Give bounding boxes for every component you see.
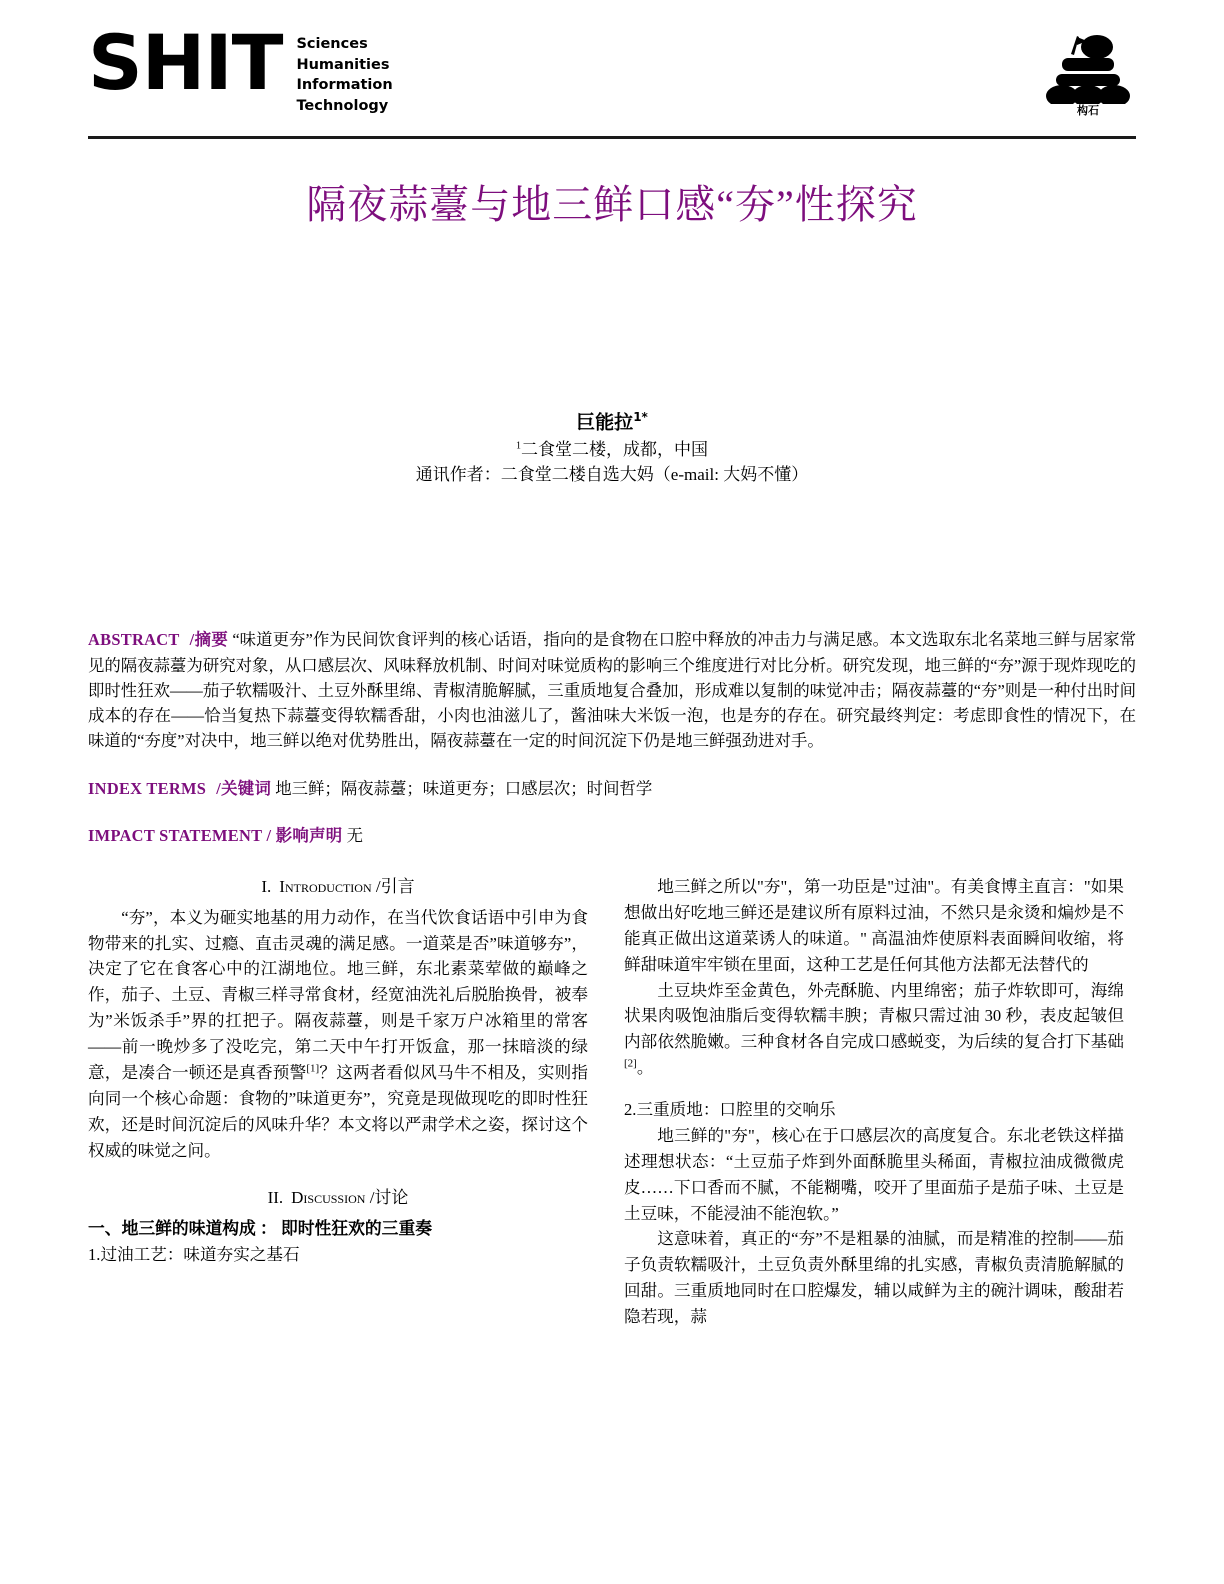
intro-paragraph bbox=[88, 905, 588, 1164]
abstract-label-en: ABSTRACT bbox=[88, 630, 180, 650]
affiliation-superscript: 1 bbox=[516, 440, 521, 452]
subsection-heading-2: 1.过油工艺：味道夯实之基石 bbox=[88, 1245, 300, 1265]
index-terms-label-en: INDEX TERMS bbox=[88, 778, 207, 798]
brand-word-technology: Technology bbox=[296, 97, 389, 114]
section2-title-en: Discussion bbox=[291, 1188, 366, 1208]
masthead-divider bbox=[88, 136, 1136, 139]
corresponding-author: 通讯作者：二食堂二楼自选大妈（e-mail: 大妈不懂） bbox=[415, 464, 809, 484]
citation-ref-2: [2] bbox=[624, 1057, 637, 1070]
index-terms-label bbox=[88, 779, 271, 798]
author-name-text: 巨能拉 bbox=[576, 411, 634, 434]
index-terms-label-zh: 关键词 bbox=[221, 778, 272, 798]
front-matter bbox=[88, 627, 1136, 848]
publisher-logo bbox=[1040, 30, 1136, 126]
brand-expansion bbox=[296, 34, 392, 116]
index-terms-section bbox=[88, 776, 1136, 801]
impact-label-en: IMPACT STATEMENT bbox=[88, 825, 263, 845]
brand-word-information: Information bbox=[296, 77, 393, 94]
abstract-label-sep: / bbox=[189, 630, 195, 650]
index-terms-text: 地三鲜；隔夜蒜薹；味道更夯；口感层次；时间哲学 bbox=[275, 778, 653, 798]
impact-statement-label bbox=[88, 826, 342, 845]
impact-statement-section bbox=[88, 823, 1136, 848]
right-paragraph-3: 地三鲜的"夯"，核心在于口感层次的高度复合。东北老铁这样描述理想状态：“土豆茄子炸到外面酥脆里头稀面，青椒拉油成微微虎皮……下口香而不腻，不能糊嘴，咬开了里面茄子是茄子味、土豆是土豆味，不能浸油不能泡软。” bbox=[624, 1125, 1124, 1223]
journal-brand bbox=[88, 18, 393, 116]
section1-title-en: Introduction bbox=[279, 877, 372, 897]
abstract-label-zh: 摘要 bbox=[194, 630, 229, 650]
author-affiliation bbox=[88, 438, 1136, 463]
subsection-heading-1: 一、地三鲜的味道构成 ： 即时性狂欢的三重奏 bbox=[88, 1218, 433, 1238]
section1-title-zh: 引言 bbox=[380, 877, 415, 897]
brand-word-sciences: Sciences bbox=[296, 36, 368, 52]
brand-acronym: SHIT bbox=[88, 18, 283, 107]
index-terms-label-sep: / bbox=[216, 778, 222, 798]
impact-label-sep: / bbox=[266, 825, 272, 845]
citation-ref-1: [1] bbox=[306, 1062, 320, 1075]
right-paragraph-4: 这意味着，真正的“夯”不是粗暴的油腻，而是精准的控制——茄子负责软糯吸汁，土豆负责外酥里绵的扎实感，青椒负责清脆解腻的回甜。三重质地同时在口腔爆发，辅以咸鲜为主的碗汁调味，酸甜若隐若现，蒜 bbox=[624, 1229, 1124, 1327]
stacked-stones-icon bbox=[1040, 30, 1136, 104]
brand-word-humanities: Humanities bbox=[296, 56, 390, 73]
abstract-section bbox=[88, 627, 1136, 753]
right-paragraph-2-end: 。 bbox=[636, 1058, 654, 1078]
left-column bbox=[88, 874, 588, 1330]
section1-title-sep: / bbox=[375, 877, 381, 897]
intro-paragraph-part1: “夯”，本义为砸实地基的用力动作，在当代饮食话语中引申为食物带来的扎实、过瘾、直击灵魂的满足感。一道菜是否”味道够夯”，决定了它在食客心中的江湖地位。地三鲜，东北素菜荤做的巅峰之作，茄子、土豆、青椒三样寻常食材，经宽油洗礼后脱胎换骨，被奉为”米饭杀手”界的扛把子。隔夜蒜薹，则是千家万户冰箱里的常客——前一晚炒多了没吃完，第二天中午打开饭盒，那一抹暗淡的绿意，是凑合一顿还是真香预警 bbox=[88, 907, 588, 1082]
right-column bbox=[624, 874, 1124, 1330]
section2-numeral: II. bbox=[267, 1188, 284, 1208]
impact-label-zh: 影响声明 bbox=[275, 825, 343, 845]
abstract-text: “味道更夯”作为民间饮食评判的核心话语，指向的是食物在口腔中释放的冲击力与满足感。本文选取东北名菜地三鲜与居家常见的隔夜蒜薹为研究对象，从口感层次、风味释放机制、时间对味觉质构的影响三个维度进行对比分析。研究发现，地三鲜的“夯”源于现炸现吃的即时性狂欢——茄子软糯吸汁、土豆外酥里绵、青椒清脆解腻，三重质地复合叠加，形成难以复制的味觉冲击；隔夜蒜薹的“夯”则是一种付出时间成本的存在——恰当复热下蒜薹变得软糯香甜，小肉也油滋儿了，酱油味大米饭一泡，也是夯的存在。研究最终判定：考虑即食性的情况下，在味道的“夯度”对决中，地三鲜以绝对优势胜出，隔夜蒜薹在一定的时间沉淀下仍是地三鲜强劲进对手。 bbox=[88, 630, 1136, 751]
impact-statement-text: 无 bbox=[346, 825, 363, 845]
affiliation-text: 二食堂二楼，成都，中国 bbox=[521, 439, 708, 459]
right-paragraph-1: 地三鲜之所以"夯"，第一功臣是"过油"。有美食博主直言："如果想做出好吃地三鲜还是建议所有原料过油，不然只是汆烫和煸炒是不能真正做出这道菜诱人的味道。" 高温油炸使原料表面瞬间收缩，将鲜甜味道牢牢锁在里面，这种工艺是任何其他方法都无法替代的 bbox=[624, 877, 1124, 974]
abstract-label bbox=[88, 630, 228, 649]
intro-paragraph-part2: ？这两者看似风马牛不相及，实则指向同一个核心命题：食物的”味道更夯”，究竟是现做现吃的即时性狂欢，还是时间沉淀后的风味升华？本文将以严肃学术之姿，探讨这个权威的味觉之问。 bbox=[88, 1062, 589, 1160]
body-columns bbox=[88, 874, 1136, 1330]
publisher-name: 构石 bbox=[1077, 104, 1099, 117]
section1-numeral: I. bbox=[261, 877, 272, 897]
right-paragraph-2 bbox=[624, 978, 1124, 1082]
section-heading-introduction bbox=[88, 874, 588, 901]
right-paragraph-2-text: 土豆块炸至金黄色，外壳酥脆、内里绵密；茄子炸软即可，海绵状果肉吸饱油脂后变得软糯丰腴；青椒只需过油 30 秒，表皮起皱但内部依然脆嫩。三种食材各自完成口感蜕变，为后续的复合打下基础 bbox=[624, 980, 1124, 1052]
page-title: 隔夜蒜薹与地三鲜口感“夯”性探究 bbox=[306, 182, 918, 227]
right-subsection-heading-1: 2.三重质地：口腔里的交响乐 bbox=[624, 1100, 836, 1120]
section2-title-zh: 讨论 bbox=[374, 1188, 409, 1208]
author-name bbox=[88, 409, 1136, 436]
author-name-superscript: 1* bbox=[633, 410, 648, 424]
author-block bbox=[88, 409, 1136, 487]
section-heading-discussion bbox=[88, 1185, 588, 1212]
section2-title-sep: / bbox=[369, 1188, 375, 1208]
masthead bbox=[88, 0, 1136, 130]
